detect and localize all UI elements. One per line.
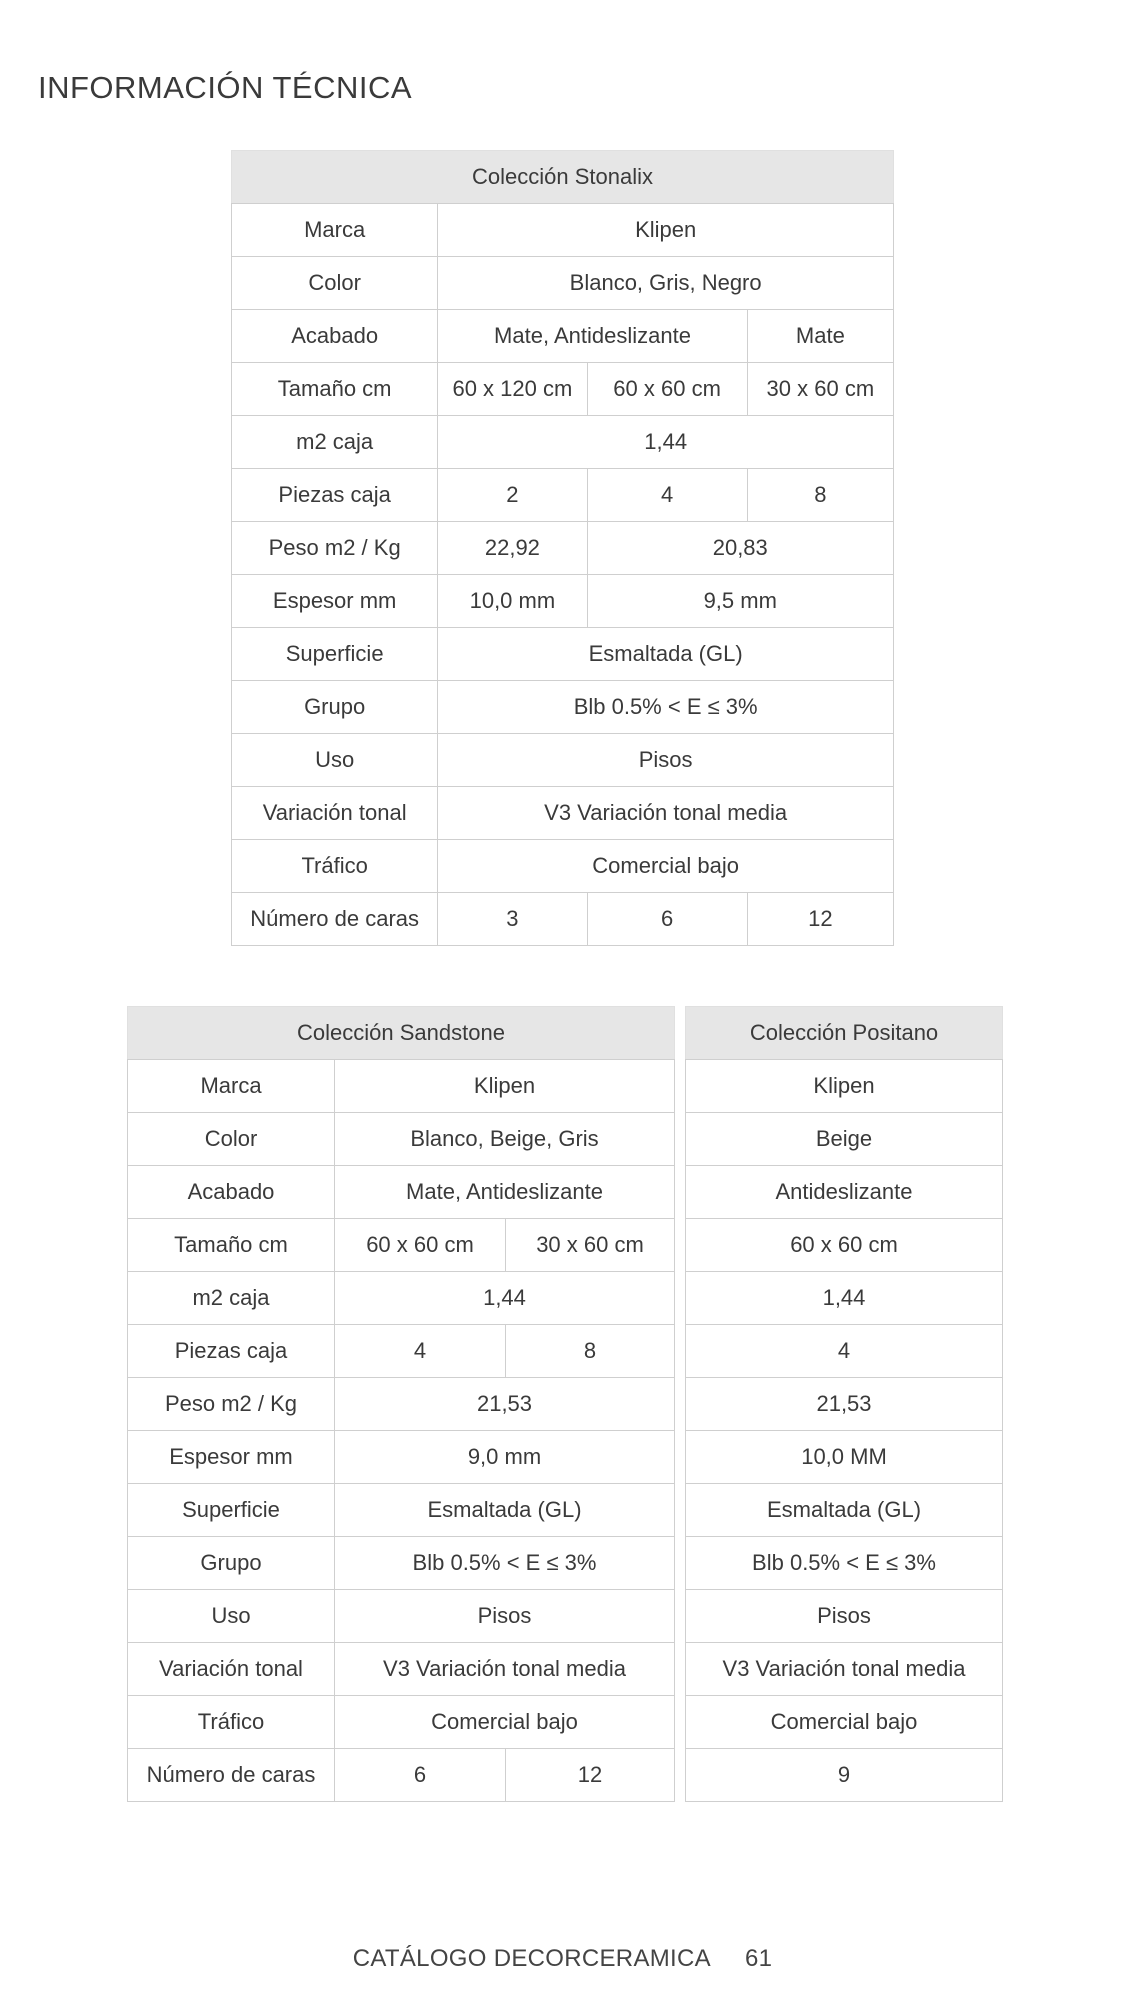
row-label: Grupo (232, 681, 438, 734)
table-row (686, 1431, 1003, 1484)
row-label: Espesor mm (128, 1431, 335, 1484)
catalog-name: CATÁLOGO DECORCERAMICA (352, 1945, 711, 1972)
cell-value: 1,44 (438, 416, 894, 469)
cell-value: Esmaltada (GL) (686, 1484, 1003, 1537)
table-row (232, 204, 894, 257)
table-row (232, 363, 894, 416)
cell-value: 60 x 60 cm (335, 1219, 506, 1272)
cell-value: Mate (747, 310, 893, 363)
cell-value: 60 x 120 cm (438, 363, 587, 416)
cell-value: 30 x 60 cm (506, 1219, 675, 1272)
cell-value: Antideslizante (686, 1166, 1003, 1219)
table-row (128, 1272, 675, 1325)
table-row (128, 1166, 675, 1219)
row-label: m2 caja (232, 416, 438, 469)
cell-value: Pisos (438, 734, 894, 787)
table-row (686, 1696, 1003, 1749)
cell-value: V3 Variación tonal media (335, 1643, 675, 1696)
cell-value: 12 (747, 893, 893, 946)
cell-value: Blanco, Beige, Gris (335, 1113, 675, 1166)
cell-value: Pisos (686, 1590, 1003, 1643)
row-label: Marca (232, 204, 438, 257)
cell-value: Blb 0.5% < E ≤ 3% (438, 681, 894, 734)
table-row (686, 1166, 1003, 1219)
cell-value: Esmaltada (GL) (335, 1484, 675, 1537)
cell-value: 1,44 (335, 1272, 675, 1325)
table-row (686, 1272, 1003, 1325)
table-row (128, 1431, 675, 1484)
table-row (232, 681, 894, 734)
cell-value: Esmaltada (GL) (438, 628, 894, 681)
row-label: Color (128, 1113, 335, 1166)
row-label: Tráfico (232, 840, 438, 893)
cell-value: 6 (335, 1749, 506, 1802)
table-row (128, 1060, 675, 1113)
cell-value: 9 (686, 1749, 1003, 1802)
table-row (686, 1590, 1003, 1643)
table-row (232, 416, 894, 469)
cell-value: 60 x 60 cm (587, 363, 747, 416)
cell-value: 8 (506, 1325, 675, 1378)
row-label: Variación tonal (232, 787, 438, 840)
page-number: 61 (744, 1945, 773, 1972)
cell-value: Mate, Antideslizante (438, 310, 747, 363)
cell-value: 30 x 60 cm (747, 363, 893, 416)
positano-table (685, 1006, 1003, 1802)
cell-value: 12 (506, 1749, 675, 1802)
cell-value: 1,44 (686, 1272, 1003, 1325)
cell-value: 20,83 (587, 522, 894, 575)
table-row (686, 1749, 1003, 1802)
cell-value: V3 Variación tonal media (686, 1643, 1003, 1696)
row-label: Tamaño cm (128, 1219, 335, 1272)
page-title: INFORMACIÓN TÉCNICA (38, 70, 413, 105)
stonalix-table (231, 150, 894, 946)
row-label: Color (232, 257, 438, 310)
cell-value: 2 (438, 469, 587, 522)
row-label: Piezas caja (128, 1325, 335, 1378)
table-row (232, 522, 894, 575)
cell-value: 4 (686, 1325, 1003, 1378)
table-row (686, 1219, 1003, 1272)
table-row (686, 1484, 1003, 1537)
cell-value: 4 (335, 1325, 506, 1378)
sandstone-table (127, 1006, 675, 1802)
cell-value: Pisos (335, 1590, 675, 1643)
row-label: Variación tonal (128, 1643, 335, 1696)
cell-value: Beige (686, 1113, 1003, 1166)
table-row (128, 1749, 675, 1802)
row-label: Tamaño cm (232, 363, 438, 416)
row-label: Acabado (128, 1166, 335, 1219)
table-row (232, 257, 894, 310)
table-row (232, 893, 894, 946)
cell-value: 6 (587, 893, 747, 946)
row-label: Grupo (128, 1537, 335, 1590)
cell-value: Comercial bajo (335, 1696, 675, 1749)
row-label: Uso (232, 734, 438, 787)
table-row (686, 1113, 1003, 1166)
table-row (128, 1113, 675, 1166)
cell-value: Klipen (686, 1060, 1003, 1113)
cell-value: Comercial bajo (686, 1696, 1003, 1749)
table-row (232, 469, 894, 522)
table-row (128, 1484, 675, 1537)
row-label: Marca (128, 1060, 335, 1113)
positano-title: Colección Positano (686, 1007, 1003, 1060)
row-label: Espesor mm (232, 575, 438, 628)
cell-value: 10,0 mm (438, 575, 587, 628)
table-row (686, 1325, 1003, 1378)
table-row (232, 310, 894, 363)
row-label: Número de caras (128, 1749, 335, 1802)
row-label: m2 caja (128, 1272, 335, 1325)
cell-value: Comercial bajo (438, 840, 894, 893)
cell-value: 60 x 60 cm (686, 1219, 1003, 1272)
table-row (128, 1325, 675, 1378)
row-label: Piezas caja (232, 469, 438, 522)
row-label: Uso (128, 1590, 335, 1643)
row-label: Peso m2 / Kg (128, 1378, 335, 1431)
cell-value: 4 (587, 469, 747, 522)
table-row (128, 1537, 675, 1590)
row-label: Peso m2 / Kg (232, 522, 438, 575)
table-row (128, 1590, 675, 1643)
sandstone-title: Colección Sandstone (128, 1007, 675, 1060)
table-row (128, 1378, 675, 1431)
cell-value: 9,0 mm (335, 1431, 675, 1484)
row-label: Número de caras (232, 893, 438, 946)
cell-value: 22,92 (438, 522, 587, 575)
table-row (686, 1537, 1003, 1590)
cell-value: V3 Variación tonal media (438, 787, 894, 840)
table-row (128, 1643, 675, 1696)
cell-value: 21,53 (335, 1378, 675, 1431)
table-row (686, 1643, 1003, 1696)
cell-value: 9,5 mm (587, 575, 894, 628)
cell-value: Blb 0.5% < E ≤ 3% (335, 1537, 675, 1590)
table-row (232, 734, 894, 787)
cell-value: 21,53 (686, 1378, 1003, 1431)
cell-value: Klipen (438, 204, 894, 257)
cell-value: Mate, Antideslizante (335, 1166, 675, 1219)
row-label: Acabado (232, 310, 438, 363)
table-row (686, 1060, 1003, 1113)
cell-value: 10,0 MM (686, 1431, 1003, 1484)
table-row (232, 840, 894, 893)
table-row (686, 1378, 1003, 1431)
cell-value: 3 (438, 893, 587, 946)
cell-value: Blanco, Gris, Negro (438, 257, 894, 310)
stonalix-title: Colección Stonalix (232, 151, 894, 204)
row-label: Tráfico (128, 1696, 335, 1749)
table-row (128, 1696, 675, 1749)
table-row (232, 575, 894, 628)
page-footer (0, 1945, 1125, 1973)
cell-value: Blb 0.5% < E ≤ 3% (686, 1537, 1003, 1590)
table-row (232, 628, 894, 681)
cell-value: 8 (747, 469, 893, 522)
row-label: Superficie (128, 1484, 335, 1537)
table-row (128, 1219, 675, 1272)
row-label: Superficie (232, 628, 438, 681)
table-row (232, 787, 894, 840)
cell-value: Klipen (335, 1060, 675, 1113)
